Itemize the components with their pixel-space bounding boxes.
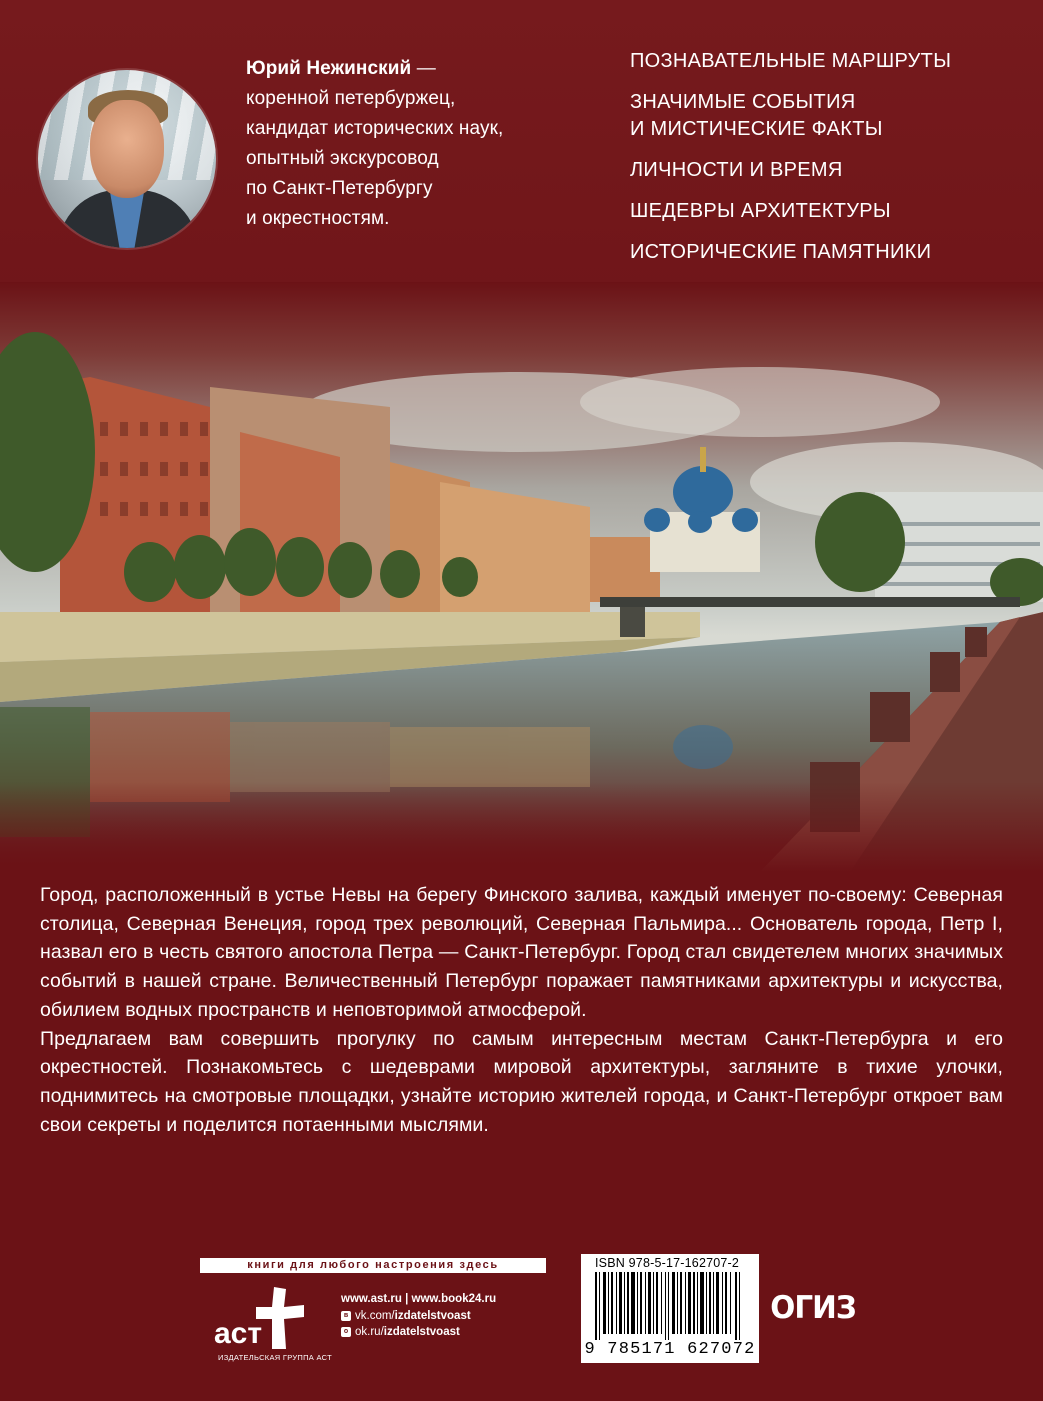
topic-label: ШЕДЕВРЫ АРХИТЕКТУРЫ [630,200,891,222]
topic-item [630,239,1030,266]
barcode-box [581,1254,759,1363]
publisher-links [341,1291,496,1341]
author-bio-line: опытный экскурсовод [246,148,439,169]
ok-row [341,1324,496,1341]
topic-item [630,198,1030,225]
author-bio [246,54,586,234]
author-face [90,100,164,198]
topic-label: ПОЗНАВАТЕЛЬНЫЕ МАРШРУТЫ [630,50,952,72]
vk-row [341,1308,496,1325]
author-bio-line: кандидат исторических наук, [246,118,504,139]
topic-item [630,89,1030,143]
topic-item [630,157,1030,184]
vk-link[interactable]: vk.com/izdatelstvoast [355,1309,471,1322]
author-bio-line: — [411,58,436,79]
description-paragraph: Город, расположенный в устье Невы на берегу Финского залива, каждый именует по-своему: Северная столица, Северная Венеция, город трех революций, Северная Пальмира... Основатель города, Петр I, назвал его в честь святого апостола Петра — Санкт-Петербург. Город стал свидетелем многих значимых событий в нашей стране. Величественный Петербург поражает памятниками архитектуры и искусства, обилием водных пространств и неповторимой атмосферой. [40,884,1003,1021]
isbn-text: ISBN 978-5-17-162707-2 [595,1256,740,1270]
topic-label: ИСТОРИЧЕСКИЕ ПАМЯТНИКИ [630,241,932,263]
ast-logo-text: аст [214,1317,263,1350]
websites-row [341,1291,496,1308]
author-bio-line: и окрестностям. [246,208,390,229]
publisher-caption: ИЗДАТЕЛЬСКАЯ ГРУППА АСТ [218,1353,332,1362]
ok-link[interactable]: ok.ru/izdatelstvoast [355,1326,460,1338]
ast-logo [212,1283,322,1355]
barcode-icon [595,1272,745,1340]
topic-label: ЗНАЧИМЫЕ СОБЫТИЯ [630,91,856,113]
vk-icon: в [341,1311,351,1321]
author-bio-line: коренной петербуржец, [246,88,456,109]
topic-label: ЛИЧНОСТИ И ВРЕМЯ [630,159,843,181]
barcode-digits: 9 785171 627072 [584,1340,756,1359]
ogiz-logo: ОГИЗ [770,1290,856,1326]
topic-item [630,48,1030,75]
author-name: Юрий Нежинский [246,58,412,79]
book-description [40,881,1003,1139]
author-bio-line: по Санкт-Петербургу [246,178,433,199]
slogan-banner: книги для любого настроения здесь [200,1258,546,1273]
topic-label: И МИСТИЧЕСКИЕ ФАКТЫ [630,118,883,140]
city-photo [0,282,1043,872]
author-photo [38,70,216,248]
ok-icon: о [341,1327,351,1337]
websites-link[interactable]: www.ast.ru | www.book24.ru [341,1293,497,1305]
topics-list [630,48,1030,280]
description-paragraph: Предлагаем вам совершить прогулку по самым интересным местам Санкт-Петербурга и его окрестностей. Познакомьтесь с шедеврами мировой архитектуры, загляните в тихие улочки, поднимитесь на смотровые площадки, узнайте историю жителей города, и Санкт-Петербург откроет вам свои секреты и поделится потаенными мыслями. [40,1027,1003,1136]
